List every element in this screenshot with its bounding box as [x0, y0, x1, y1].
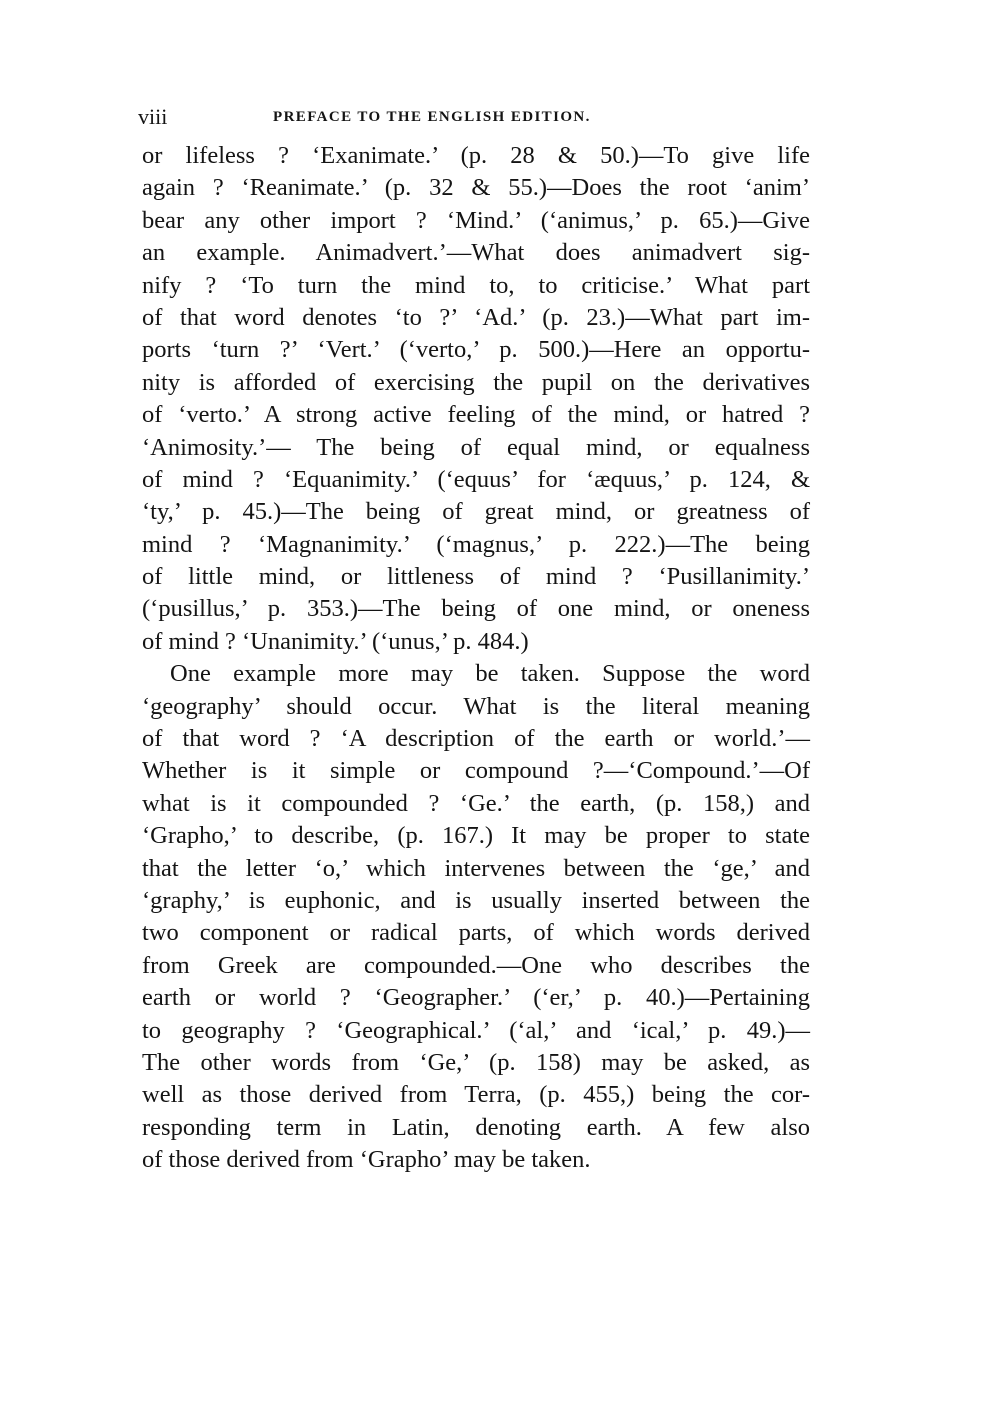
text-line: ‘graphy,’ is euphonic, and is usually inserted between the [142, 886, 810, 914]
text-line: of ‘verto.’ A strong active feeling of the mind, or hatred ? [142, 401, 810, 429]
text-line: of those derived from ‘Grapho’ may be taken. [142, 1146, 591, 1174]
text-line: bear any other import ? ‘Mind.’ (‘animus,’ p. 65.)—Give [142, 206, 810, 234]
text-line: of that word denotes ‘to ?’ ‘Ad.’ (p. 23.)—What part im- [142, 303, 810, 331]
text-line: to geography ? ‘Geographical.’ (‘al,’ and ‘ical,’ p. 49.)— [142, 1016, 810, 1044]
text-line: well as those derived from Terra, (p. 455,) being the cor- [142, 1081, 810, 1109]
text-line: Whether is it simple or compound ?—‘Compound.’—Of [142, 757, 810, 785]
text-line: or lifeless ? ‘Exanimate.’ (p. 28 & 50.)—To give life [142, 142, 810, 169]
text-line: ports ‘turn ?’ ‘Vert.’ (‘verto,’ p. 500.)—Here an opportu- [142, 336, 810, 364]
text-line: nify ? ‘To turn the mind to, to criticise.’ What part [142, 271, 810, 299]
text-line: nity is afforded of exercising the pupil on the derivatives [142, 368, 810, 396]
text-line: ‘ty,’ p. 45.)—The being of great mind, or greatness of [142, 498, 810, 526]
running-head-title: PREFACE TO THE ENGLISH EDITION. [273, 109, 591, 125]
text-line: from Greek are compounded.—One who describes the [142, 951, 810, 979]
paragraph-start-line: One example more may be taken. Suppose the word [170, 660, 810, 688]
text-line: two component or radical parts, of which words derived [142, 919, 810, 947]
text-line: The other words from ‘Ge,’ (p. 158) may be asked, as [142, 1048, 810, 1076]
text-line: an example. Animadvert.’—What does animadvert sig- [142, 239, 810, 267]
text-line: again ? ‘Reanimate.’ (p. 32 & 55.)—Does the root ‘anim’ [142, 174, 810, 202]
text-line: that the letter ‘o,’ which intervenes between the ‘ge,’ and [142, 854, 810, 882]
text-line: what is it compounded ? ‘Ge.’ the earth, (p. 158,) and [142, 789, 810, 817]
text-line: earth or world ? ‘Geographer.’ (‘er,’ p. 40.)—Pertaining [142, 984, 810, 1012]
text-line: mind ? ‘Magnanimity.’ (‘magnus,’ p. 222.)—The being [142, 530, 810, 558]
text-line: (‘pusillus,’ p. 353.)—The being of one mind, or oneness [142, 595, 810, 623]
running-head [138, 104, 818, 134]
text-line: of mind ? ‘Unanimity.’ (‘unus,’ p. 484.) [142, 627, 529, 655]
body-text [142, 140, 810, 1177]
text-line: ‘geography’ should occur. What is the literal meaning [142, 692, 810, 720]
text-line: of mind ? ‘Equanimity.’ (‘equus’ for ‘æquus,’ p. 124, & [142, 465, 810, 493]
text-line: ‘Animosity.’— The being of equal mind, or equalness [142, 433, 810, 461]
text-line: of little mind, or littleness of mind ? ‘Pusillanimity.’ [142, 563, 810, 591]
text-line: responding term in Latin, denoting earth. A few also [142, 1113, 810, 1141]
page-number: viii [138, 104, 168, 129]
text-line: ‘Grapho,’ to describe, (p. 167.) It may be proper to state [142, 822, 810, 850]
text-line: of that word ? ‘A description of the earth or world.’— [142, 725, 810, 753]
